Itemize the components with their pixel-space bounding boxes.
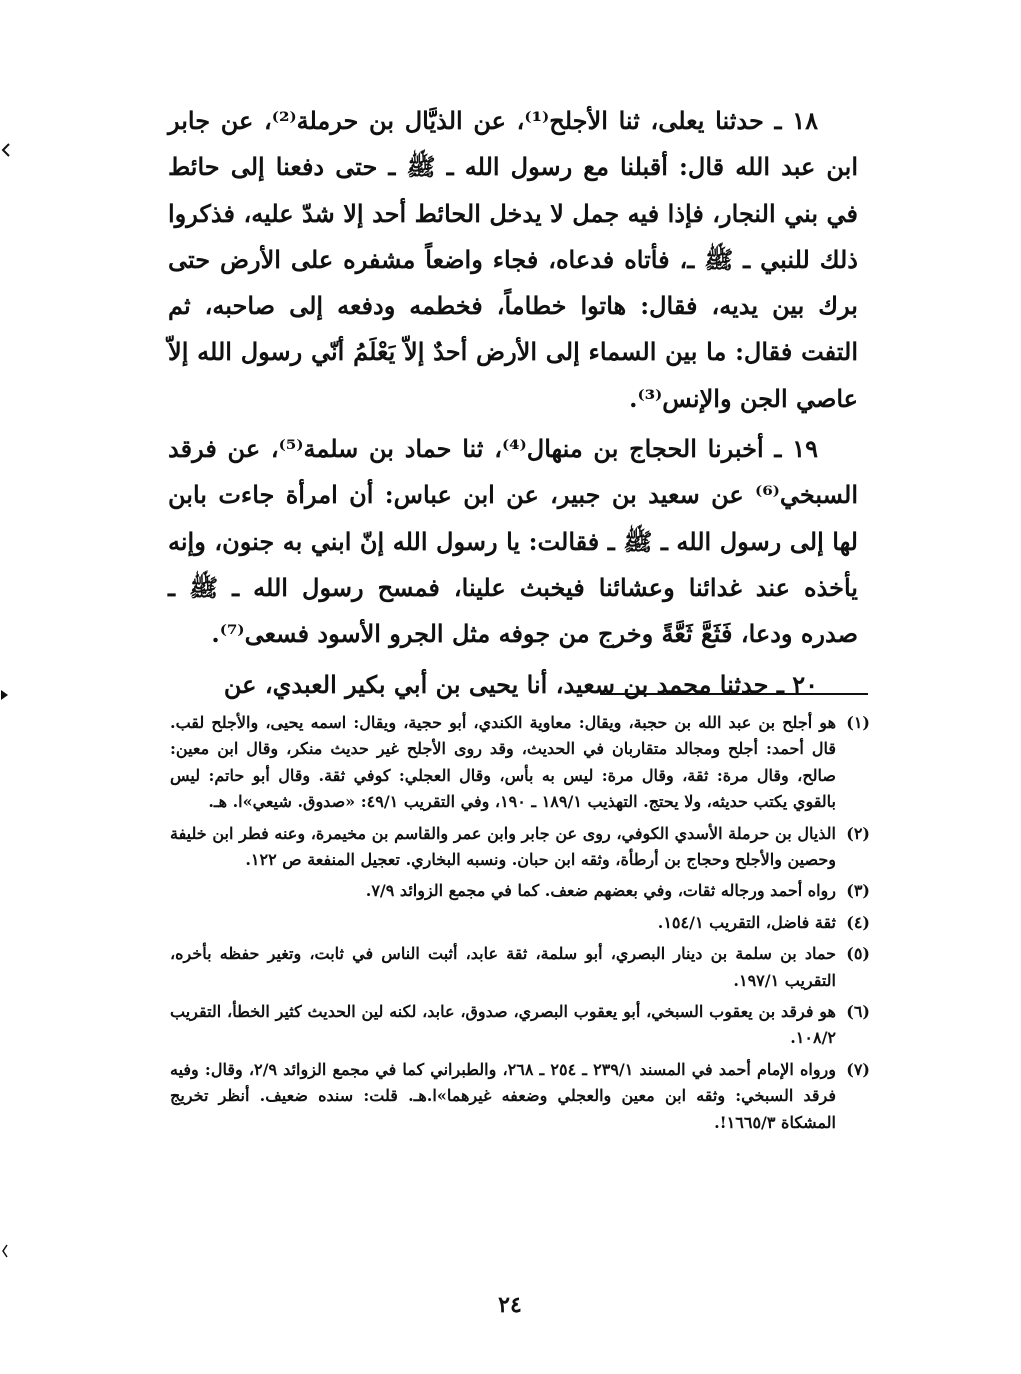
footnote-text: الذيال بن حرملة الأسدي الكوفي، روى عن جابر وابن عمر والقاسم بن مخيمرة، وعنه فطر ابن خليفة وحصين والأجلح وحجاج بن أرطأة، وثقه ابن حبان. ونسبه البخاري. تعجيل المنفعة ص ١٢٢.	[170, 823, 836, 870]
footnote-text: ثقة فاضل، التقريب ١٥٤/١.	[657, 912, 836, 932]
footnote-text: ورواه الإمام أحمد في المسند ٢٣٩/١ ـ ٢٥٤ ـ ٢٦٨، والطبراني كما في مجمع الزوائد ٢/٩، وقال: وفيه فرقد السبخي: وثقه ابن معين والعجلي وضعفه غيرهما»ا.هـ. قلت: سنده ضعيف. أنظر تخريج المشكاة ١٦٦٥/٣!.	[170, 1059, 837, 1132]
footnote-5	[170, 941, 870, 994]
footnote-number: (٢)	[846, 823, 870, 843]
footnote-text: هو أجلح بن عبد الله بن حجبة، ويقال: معاوية الكندي، أبو حجية، ويقال: اسمه يحيى، والأجلح لقب. قال أحمد: أجلح ومجالد متقاربان في الحديث، وقد روى الأجلح غير حديث منكر، وقال ابن معين: صالح، وقال مرة: ثقة، وقال مرة: ليس به بأس، وقال العجلي: كوفي ثقة. وقال أبو حاتم: ليس بالقوي يكتب حديثه، ولا يحتج. التهذيب ١٨٩/١ ـ ١٩٠، وفي التقريب ٤٩/١: «صدوق. شيعي»ا. هـ.	[170, 713, 836, 812]
footnote-separator	[600, 693, 868, 695]
scan-edge-mark-icon	[0, 1244, 10, 1258]
footnote-number: (٦)	[846, 1002, 870, 1022]
footnotes	[170, 710, 870, 1141]
footnote-7	[170, 1057, 870, 1136]
footnote-3	[170, 878, 870, 904]
hadith-paragraph-18: ١٨ ـ حدثنا يعلى، ثنا الأجلح⁽¹⁾، عن الذيَّال بن حرملة⁽²⁾، عن جابر ابن عبد الله قال: أقبلنا مع رسول الله ـ ﷺ ـ حتى دفعنا إلى حائط في بني النجار، فإذا فيه جمل لا يدخل الحائط أحد إلا شدّ عليه، فذكروا ذلك للنبي ـ ﷺ ـ، فأتاه فدعاه، فجاء واضعاً مشفره على الأرض حتى برك بين يديه، فقال: هاتوا خطاماً، فخطمه ودفعه إلى صاحبه، ثم التفت فقال: ما بين السماء إلى الأرض أحدٌ إلاّ يَعْلَمُ أنّي رسول الله إلاّ عاصي الجن والإنس⁽³⁾.	[168, 106, 859, 413]
footnote-4	[170, 910, 870, 936]
scan-edge-mark-icon	[0, 143, 10, 157]
footnote-number: (١)	[846, 713, 870, 732]
footnote-text: هو فرقد بن يعقوب السبخي، أبو يعقوب البصري، صدوق، عابد، لكنه لين الحديث كثير الخطأ، التقريب ١٠٨/٢.	[170, 1002, 836, 1048]
footnote-number: (٤)	[846, 912, 870, 932]
footnote-number: (٥)	[846, 944, 870, 964]
main-text	[168, 98, 858, 712]
footnote-number: (٧)	[846, 1059, 870, 1079]
footnote-2	[170, 821, 870, 874]
footnote-text: رواه أحمد ورجاله ثقات، وفي بعضهم ضعف. كما في مجمع الزوائد ٧/٩.	[365, 881, 836, 901]
footnote-1	[170, 710, 870, 816]
page-number: ٢٤	[498, 1292, 522, 1318]
footnote-number: (٣)	[846, 881, 870, 901]
hadith-paragraph-19: ١٩ ـ أخبرنا الحجاج بن منهال⁽⁴⁾، ثنا حماد بن سلمة⁽⁵⁾، عن فرقد السبخي⁽⁶⁾ عن سعيد بن جبير، عن ابن عباس: أن امرأة جاءت بابن لها إلى رسول الله ـ ﷺ ـ فقالت: يا رسول الله إنّ ابني به جنون، وإنه يأخذه عند غدائنا وعشائنا فيخبث علينا، فمسح رسول الله ـ ﷺ ـ صدره ودعا، فَثَعَّ ثَعَّةً وخرج من جوفه مثل الجرو الأسود فسعى⁽⁷⁾.	[168, 434, 858, 649]
scan-edge-mark-icon	[0, 688, 10, 702]
footnote-6	[170, 999, 870, 1052]
hadith-paragraph-20: ٢٠ ـ حدثنا محمد بن سعيد، أنا يحيى بن أبي بكير العبدي، عن	[223, 669, 818, 699]
footnote-text: حماد بن سلمة بن دينار البصري، أبو سلمة، ثقة عابد، أثبت الناس في ثابت، وتغير حفظه بأخره، التقريب ١٩٧/١.	[170, 944, 836, 990]
